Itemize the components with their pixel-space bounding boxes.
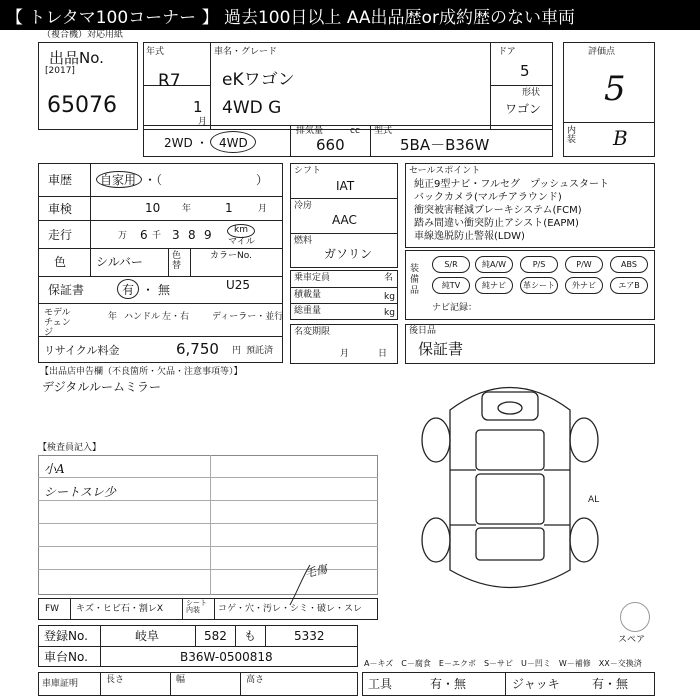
- equip-ext-navi: 外ナビ: [565, 277, 603, 294]
- car-grade: 4WD G: [222, 98, 282, 118]
- equip-abs: ABS: [610, 256, 648, 273]
- model-change-year: 年: [108, 312, 118, 322]
- jack-label: ジャッキ: [512, 677, 560, 691]
- inspector-line-1: 小A: [44, 462, 65, 476]
- year-month-unit: 月: [198, 117, 208, 127]
- car-label: 車名・グレード: [214, 47, 278, 57]
- fw-label: FW: [45, 604, 60, 614]
- jack-value: 有・無: [592, 677, 629, 691]
- equipment-label: 装備品: [410, 264, 420, 296]
- color-label: 色: [54, 255, 67, 269]
- selling-point-2: バックカメラ(マルチアラウンド): [414, 192, 562, 203]
- selling-point-1: 純正9型ナビ・フルセグ プッシュスタート: [414, 179, 610, 190]
- car-diagram: [410, 370, 610, 600]
- lot-label: 出品No.: [49, 49, 104, 67]
- doors-value: 5: [520, 62, 530, 80]
- navi-record-label: ナビ記録：: [432, 303, 478, 313]
- score-label: 評価点: [588, 47, 616, 57]
- selling-point-3: 衝突被害軽減ブレーキシステム(FCM): [414, 205, 582, 216]
- equip-pw: P/W: [565, 256, 603, 273]
- displacement-label: 排気量: [296, 126, 324, 136]
- model-label: 型式: [374, 126, 393, 136]
- recycle-value: 6,750: [176, 340, 219, 358]
- shape-value: ワゴン: [505, 102, 542, 116]
- lot-number: 65076: [47, 93, 117, 118]
- chassis-label: 車台No.: [44, 650, 88, 664]
- mileage-digit-2: 3: [172, 228, 180, 242]
- mileage-digit-3: 8: [188, 228, 196, 242]
- spare-label: スペア: [618, 635, 646, 645]
- mileage-man: 万: [118, 231, 128, 241]
- equip-tv: 純TV: [432, 277, 470, 294]
- shift-label: シフト: [294, 166, 322, 176]
- svg-text:AL: AL: [588, 495, 600, 505]
- selling-point-4: 踏み間違い衝突防止アシスト(EAPM): [414, 218, 579, 229]
- ac-label: 冷房: [294, 201, 313, 211]
- interior-value: B: [613, 126, 628, 150]
- recycle-label: リサイクル料金: [44, 344, 120, 357]
- capacity-label: 乗車定員: [294, 273, 331, 283]
- inspection-year-unit: 年: [182, 204, 192, 214]
- exhibitor-notes-label: 【出品店申告欄（不良箇所・欠品・注意事項等）】: [40, 367, 243, 377]
- fw-seat-items: コゲ・穴・汚レ・シミ・破レ・スレ: [218, 604, 363, 614]
- score-value: 5: [604, 69, 626, 109]
- exhibitor-notes-value: デジタルルームミラー: [42, 380, 161, 394]
- model-change-label: モデル チェンジ: [44, 308, 71, 338]
- damage-note: 毛傷: [303, 562, 329, 581]
- registration-label: 登録No.: [44, 629, 88, 643]
- equip-leather: 革シート: [520, 277, 558, 294]
- drive-2wd: 2WD: [164, 136, 193, 150]
- year-label: 年式: [146, 47, 165, 57]
- equip-aw: 純A/W: [475, 256, 513, 273]
- chassis-value: B36W-0500818: [180, 650, 273, 664]
- color-value: シルバー: [96, 255, 143, 269]
- tools-label: 工具: [368, 677, 393, 691]
- equip-navi: 純ナビ: [475, 277, 513, 294]
- mileage-label: 走行: [48, 228, 73, 242]
- fuel-label: 燃料: [294, 236, 313, 246]
- name-change-label: 名変期限: [294, 327, 331, 337]
- year-month: 1: [193, 98, 203, 116]
- selling-points-label: セールスポイント: [409, 166, 481, 176]
- after-docs-label: 後日品: [409, 326, 437, 336]
- warranty-label: 保証書: [48, 283, 85, 297]
- history-label: 車歴: [48, 173, 73, 187]
- color-code-label: カラーNo.: [210, 251, 252, 261]
- fw-items: キズ・ヒビ石・割レX: [76, 604, 163, 614]
- shift-value: IAT: [336, 179, 355, 193]
- warranty-yes: 有: [122, 283, 135, 297]
- equip-airbag: エアB: [610, 277, 648, 294]
- load-label: 積載量: [294, 290, 322, 300]
- handle-value: 左・右: [162, 312, 190, 322]
- registration-kana: も: [244, 629, 257, 643]
- damage-legend: A－キズ C－腐食 E－エクボ S－サビ U－凹ミ W－補修 XX－交換済: [364, 659, 642, 668]
- inspector-line-2: シートスレ少: [44, 485, 116, 499]
- history-dot: ・（: [144, 173, 163, 187]
- registration-num: 5332: [294, 629, 325, 643]
- doors-label: ドア: [498, 47, 516, 57]
- warranty-sep: ・: [142, 283, 155, 297]
- spare-tire-icon: [620, 602, 650, 632]
- displacement-value: 660: [316, 136, 345, 154]
- inspection-month: 1: [225, 201, 233, 215]
- drive-sep: ・: [196, 136, 209, 150]
- handle-label: ハンドル: [124, 312, 161, 322]
- fuel-value: ガソリン: [324, 247, 373, 261]
- subheader: （複合機）対応用紙: [42, 30, 124, 40]
- length-label: 長さ: [106, 675, 125, 685]
- lot-year-tag: [2017]: [45, 66, 75, 76]
- history-close: ）: [256, 173, 269, 187]
- color-code: U25: [226, 278, 251, 292]
- recycle-note: 預託済: [246, 346, 274, 356]
- selling-point-5: 車線逸脱防止警報(LDW): [414, 231, 525, 242]
- year-era: R7: [158, 71, 181, 91]
- banner: 【 トレタマ100コーナー 】 過去100日以上 AA出品歴or成約歴のない車両: [0, 0, 700, 30]
- registration-place: 岐阜: [135, 629, 160, 643]
- car-name: eKワゴン: [222, 70, 295, 90]
- drive-4wd: 4WD: [219, 136, 248, 150]
- interior-label: 内装: [567, 126, 577, 145]
- load-unit: kg: [384, 292, 395, 302]
- mileage-thousand: 千: [152, 231, 162, 241]
- inspection-year: 10: [145, 201, 161, 215]
- fw-seat-label: シート内装: [186, 599, 207, 614]
- mileage-digit-4: 9: [204, 228, 212, 242]
- vehicle-info-table: [38, 163, 283, 363]
- warranty-no: 無: [158, 283, 171, 297]
- after-docs-value: 保証書: [418, 340, 464, 358]
- mileage-digit-1: 6: [140, 228, 148, 242]
- lot-box: [38, 42, 138, 130]
- weight-unit: kg: [384, 308, 395, 318]
- garage-cert-label: 車庫証明: [42, 679, 79, 689]
- history-value: 自家用: [100, 173, 137, 187]
- tools-value: 有・無: [430, 677, 467, 691]
- inspector-label: 【検査員記入】: [38, 443, 102, 453]
- color-change-label: 色替: [172, 251, 182, 271]
- shape-label: 形状: [522, 88, 541, 98]
- capacity-unit: 名: [384, 273, 394, 283]
- equip-sr: S/R: [432, 256, 470, 273]
- inspection-month-unit: 月: [258, 204, 268, 214]
- garage-cert-box: [38, 672, 358, 696]
- width-label: 幅: [176, 675, 186, 685]
- dealer: ディーラー・並行: [212, 312, 284, 322]
- name-change-day: 日: [378, 349, 388, 359]
- height-label: 高さ: [246, 675, 265, 685]
- model-value: 5BA－B36W: [400, 136, 490, 154]
- mileage-unit-mile: マイル: [228, 237, 255, 247]
- mileage-unit-km: km: [234, 225, 248, 235]
- name-change-month: 月: [340, 349, 350, 359]
- inspection-label: 車検: [48, 202, 73, 216]
- displacement-unit: cc: [350, 126, 360, 136]
- equip-ps: P/S: [520, 256, 558, 273]
- weight-label: 総重量: [294, 306, 322, 316]
- registration-class: 582: [204, 629, 227, 643]
- recycle-unit: 円: [232, 346, 242, 356]
- ac-value: AAC: [332, 213, 357, 227]
